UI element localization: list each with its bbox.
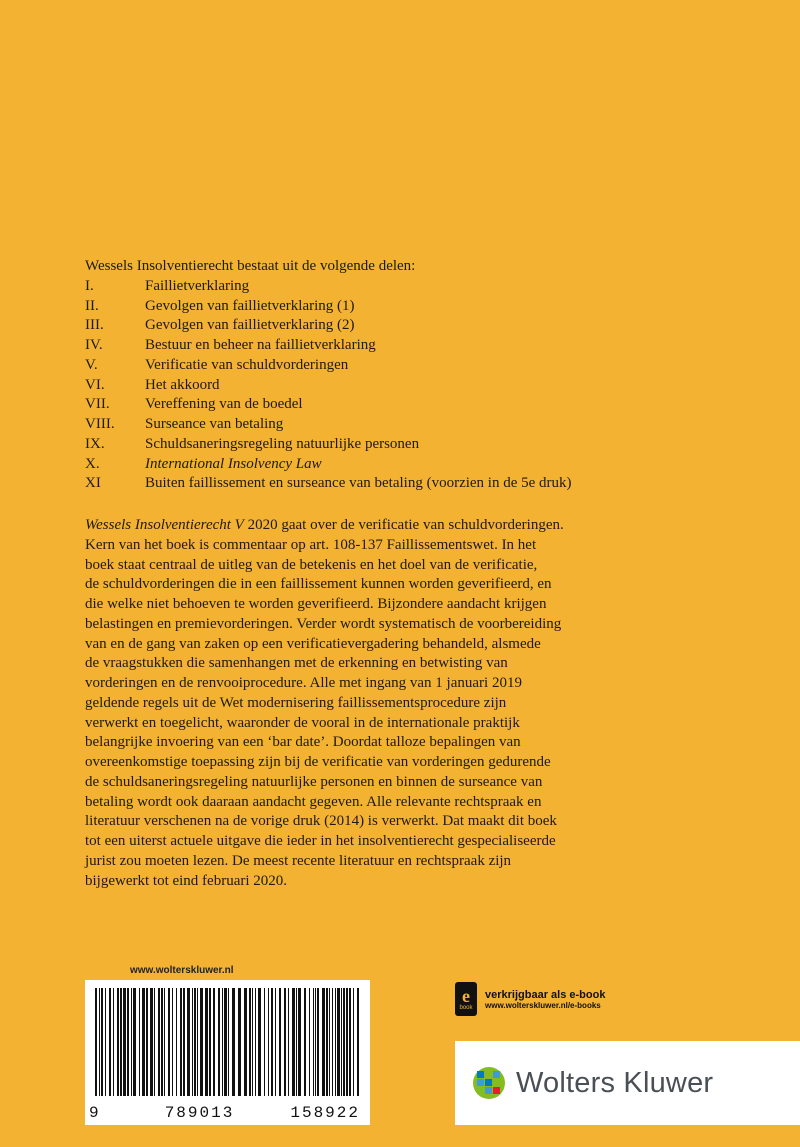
- barcode-bars: [85, 980, 370, 1102]
- ebook-notice: [455, 981, 655, 1017]
- part-item: [85, 277, 745, 297]
- part-title: Gevolgen van faillietverklaring (1): [145, 297, 355, 314]
- back-cover-text: [85, 257, 745, 891]
- part-item: [85, 336, 745, 356]
- book-title: Wessels Insolventierecht V: [85, 517, 244, 533]
- barcode: [85, 980, 370, 1125]
- part-title: Buiten faillissement en surseance van betaling (voorzien in de 5e druk): [145, 475, 572, 492]
- part-title: Vereffening van de boedel: [145, 396, 303, 413]
- description-body: 2020 gaat over de verificatie van schuldvorderingen. Kern van het boek is commentaar op art. 108-137 Faillissementswet. In het boek staat centraal de uitleg van de betekenis en het doel van de verificatie, de schuldvorderingen die in een faillissement kunnen worden geverifieerd, en die welke niet behoeven te worden geverifieerd. Bijzondere aandacht krijgen belastingen en premievorderingen. Verder wordt systematisch de voorbereiding van en de gang van zaken op een verificatievergadering behandeld, alsmede de vraagstukken die samenhangen met de erkenning en betwisting van vorderingen en de renvooiprocedure. Alle met ingang van 1 januari 2019 geldende regels uit de Wet modernisering faillissementsprocedure zijn verwerkt en toegelicht, waaronder de vooral in de internationale praktijk belangrijke invoering van een ‘bar date’. Doordat talloze bepalingen van overeenkomstige toepassing zijn bij de verificatie van vorderingen gedurende de schuldsaneringsregeling natuurlijke personen en binnen de surseance van betaling wordt ook daaraan aandacht gegeven. Alle relevante rechtspraak en literatuur verschenen na de vorige druk (2014) is verwerkt. Dat maakt dit boek tot een uiterst actuele uitgave die ieder in het insolventierecht gespecialiseerde jurist zou moeten lezen. De meest recente literatuur en rechtspraak zijn bijgewerkt tot eind februari 2020.: [85, 517, 564, 889]
- part-title: Bestuur en beheer na faillietverklaring: [145, 337, 376, 353]
- isbn-group-2: 158922: [290, 1104, 360, 1122]
- part-title: Het akkoord: [145, 376, 220, 393]
- part-number: II.: [85, 297, 99, 314]
- part-item: [85, 316, 745, 336]
- part-title: Faillietverklaring: [145, 277, 250, 294]
- ebook-icon: [455, 982, 477, 1016]
- part-title: Surseance van betaling: [145, 416, 284, 432]
- isbn-group-1: 789013: [164, 1104, 235, 1122]
- part-number: XI: [85, 475, 101, 492]
- part-item: [85, 395, 745, 415]
- part-number: IV.: [85, 337, 103, 353]
- publisher-name: Wolters Kluwer: [516, 1066, 714, 1099]
- part-title: Gevolgen van faillietverklaring (2): [145, 317, 355, 334]
- ebook-url: www.wolterskluwer.nl/e-books: [485, 1000, 601, 1010]
- isbn-first-digit: 9: [89, 1104, 101, 1122]
- part-number: VII.: [85, 396, 110, 413]
- ebook-icon-sub: book: [459, 1004, 473, 1011]
- part-number: I.: [85, 277, 94, 294]
- parts-intro: Wessels Insolventierecht bestaat uit de volgende delen:: [85, 258, 416, 274]
- part-item: [85, 376, 745, 396]
- part-item: [85, 356, 745, 376]
- part-number: X.: [85, 455, 100, 472]
- part-number: VI.: [85, 376, 105, 393]
- ebook-icon-letter: e: [462, 985, 470, 1006]
- part-number: III.: [85, 317, 104, 334]
- ebook-label: verkrijgbaar als e-book: [485, 988, 606, 1001]
- publisher-logo-panel: [455, 1041, 800, 1125]
- book-description: [85, 516, 745, 891]
- parts-list: [85, 277, 745, 494]
- part-item: [85, 297, 745, 317]
- wolters-kluwer-logo-icon: [472, 1066, 506, 1100]
- part-number: VIII.: [85, 416, 115, 432]
- part-title: Schuldsaneringsregeling natuurlijke personen: [145, 435, 420, 452]
- part-title: Verificatie van schuldvorderingen: [145, 356, 349, 373]
- part-item: [85, 474, 745, 494]
- website-url: www.wolterskluwer.nl: [130, 965, 234, 976]
- part-item: [85, 415, 745, 435]
- part-item: [85, 455, 745, 475]
- part-title: International Insolvency Law: [145, 455, 322, 472]
- isbn-number: [85, 1104, 370, 1122]
- part-number: IX.: [85, 435, 105, 452]
- part-number: V.: [85, 356, 98, 373]
- part-item: [85, 435, 745, 455]
